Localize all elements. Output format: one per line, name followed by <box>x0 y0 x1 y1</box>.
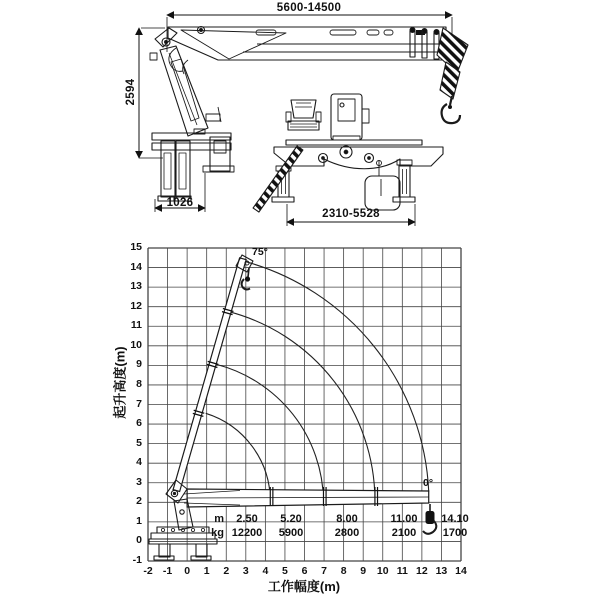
y-tick-label: 5 <box>136 436 142 449</box>
y-tick-label: 7 <box>136 397 142 410</box>
dim-overall-height: 2594 <box>125 78 137 106</box>
x-tick-label: 1 <box>203 565 210 577</box>
y-tick-label: 8 <box>136 377 142 390</box>
x-tick-label: -2 <box>143 565 153 577</box>
x-tick-label: 13 <box>435 565 448 577</box>
y-tick-label: 3 <box>136 475 142 488</box>
table-row-label: kg <box>211 527 224 539</box>
y-tick-label: 13 <box>130 280 142 293</box>
x-axis-title: 工作幅度(m) <box>267 579 341 594</box>
y-tick-label: 2 <box>136 495 142 508</box>
crane-rear-view-drawing <box>253 94 443 212</box>
y-tick-label: 0 <box>136 534 142 547</box>
boom-75 <box>173 258 246 492</box>
x-tick-label: 3 <box>242 565 249 577</box>
operator-seat <box>206 107 221 122</box>
range-arcs <box>206 262 429 501</box>
y-tick-label: 15 <box>130 241 142 253</box>
y-tick-label: 1 <box>136 514 142 527</box>
counterweight-box <box>365 176 400 210</box>
x-tick-label: 6 <box>301 565 308 577</box>
hook-icon <box>442 96 460 123</box>
table-cell-capacity: 5900 <box>278 527 304 539</box>
range-arc <box>206 413 271 500</box>
y-axis-title: 起升高度(m) <box>112 346 128 419</box>
table-cell-capacity: 12200 <box>231 527 263 539</box>
table-cell-radius: 5.20 <box>280 513 302 525</box>
table-cell-capacity: 2800 <box>334 527 360 539</box>
x-tick-label: 0 <box>184 565 191 577</box>
crane-side-view-drawing <box>150 27 468 202</box>
boom-max-angle-label: 75° <box>252 246 268 258</box>
table-cell-radius: 11.00 <box>390 513 418 525</box>
x-tick-label: 2 <box>223 565 230 577</box>
y-tick-label: 9 <box>136 358 142 371</box>
boom-min-angle-label: 0° <box>423 477 434 489</box>
chart-boom-figures <box>173 258 429 507</box>
x-tick-label: 4 <box>262 565 269 577</box>
x-tick-label: 7 <box>321 565 327 577</box>
x-tick-label: 14 <box>455 565 467 577</box>
x-tick-label: 12 <box>416 565 428 577</box>
x-tick-label: 8 <box>340 565 347 577</box>
y-tick-label: 10 <box>130 338 142 351</box>
table-row-label: m <box>214 513 224 525</box>
range-arc <box>246 262 429 492</box>
crane-post <box>331 94 362 140</box>
outrigger-leg <box>399 165 410 197</box>
x-tick-label: -1 <box>162 565 173 577</box>
y-tick-label: 14 <box>130 260 142 273</box>
y-tick-label: 6 <box>136 417 142 430</box>
table-cell-radius: 8.00 <box>336 513 358 525</box>
dim-overall-length: 5600-14500 <box>276 2 342 14</box>
table-cell-capacity: 2100 <box>391 527 417 539</box>
y-tick-label: 4 <box>136 456 142 469</box>
table-cell-capacity: 1700 <box>442 527 468 539</box>
table-cell-radius: 14.10 <box>441 513 469 525</box>
y-tick-label: 12 <box>130 299 142 312</box>
y-tick-label: -1 <box>132 554 142 566</box>
range-arc <box>229 312 375 500</box>
x-tick-label: 5 <box>282 565 288 577</box>
x-tick-label: 10 <box>376 565 389 577</box>
x-tick-label: 9 <box>360 565 367 577</box>
y-tick-label: 11 <box>130 319 142 332</box>
boom-tip-sheaves <box>410 28 439 60</box>
table-cell-radius: 2.50 <box>236 513 258 525</box>
dim-outrigger-span: 2310-5528 <box>322 208 380 220</box>
x-tick-label: 11 <box>396 565 408 577</box>
dim-base-width: 1026 <box>166 197 194 209</box>
